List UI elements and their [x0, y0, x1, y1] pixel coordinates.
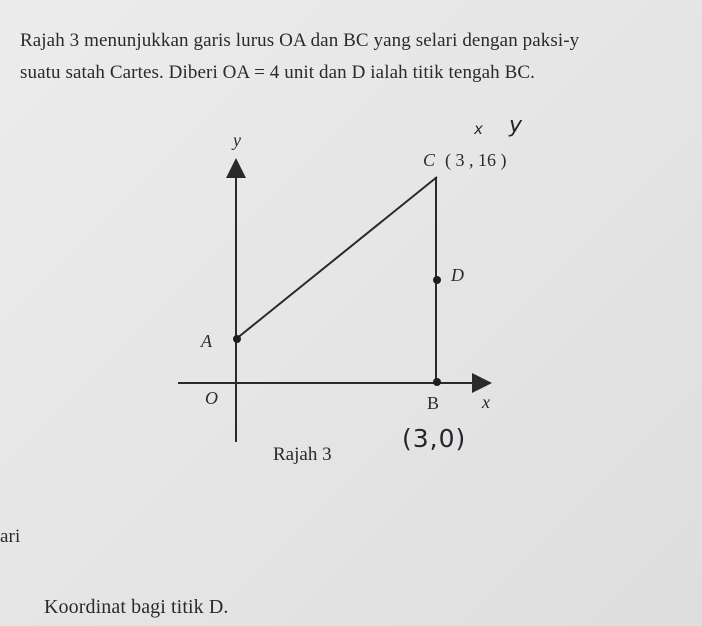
- origin-label: O: [205, 388, 218, 408]
- handwritten-b-coords: (3,0): [402, 424, 467, 453]
- point-a-dot: [233, 335, 241, 343]
- point-a-label: A: [201, 331, 212, 351]
- handwritten-y-note: y: [509, 113, 523, 138]
- point-d-dot: [433, 276, 441, 284]
- point-b-dot: [433, 378, 441, 386]
- point-c-coords: ( 3 , 16 ): [445, 150, 507, 170]
- figure-caption: Rajah 3: [273, 444, 332, 465]
- point-d-label: D: [451, 265, 464, 285]
- task-text: Koordinat bagi titik D.: [44, 596, 229, 618]
- x-axis-label: x: [482, 392, 490, 412]
- point-c-label: C: [423, 150, 436, 170]
- point-b-label: B: [427, 393, 440, 413]
- question-line-2: suatu satah Cartes. Diberi OA = 4 unit dan D ialah titik tengah BC.: [20, 62, 536, 83]
- question-line-1: Rajah 3 menunjukkan garis lurus OA dan BC yang selari dengan paksi-y: [20, 30, 580, 51]
- cut-off-text-fragment: ari: [0, 526, 21, 547]
- y-axis-label: y: [233, 130, 241, 150]
- handwritten-x-note: x: [474, 120, 483, 138]
- line-ac: [236, 177, 437, 339]
